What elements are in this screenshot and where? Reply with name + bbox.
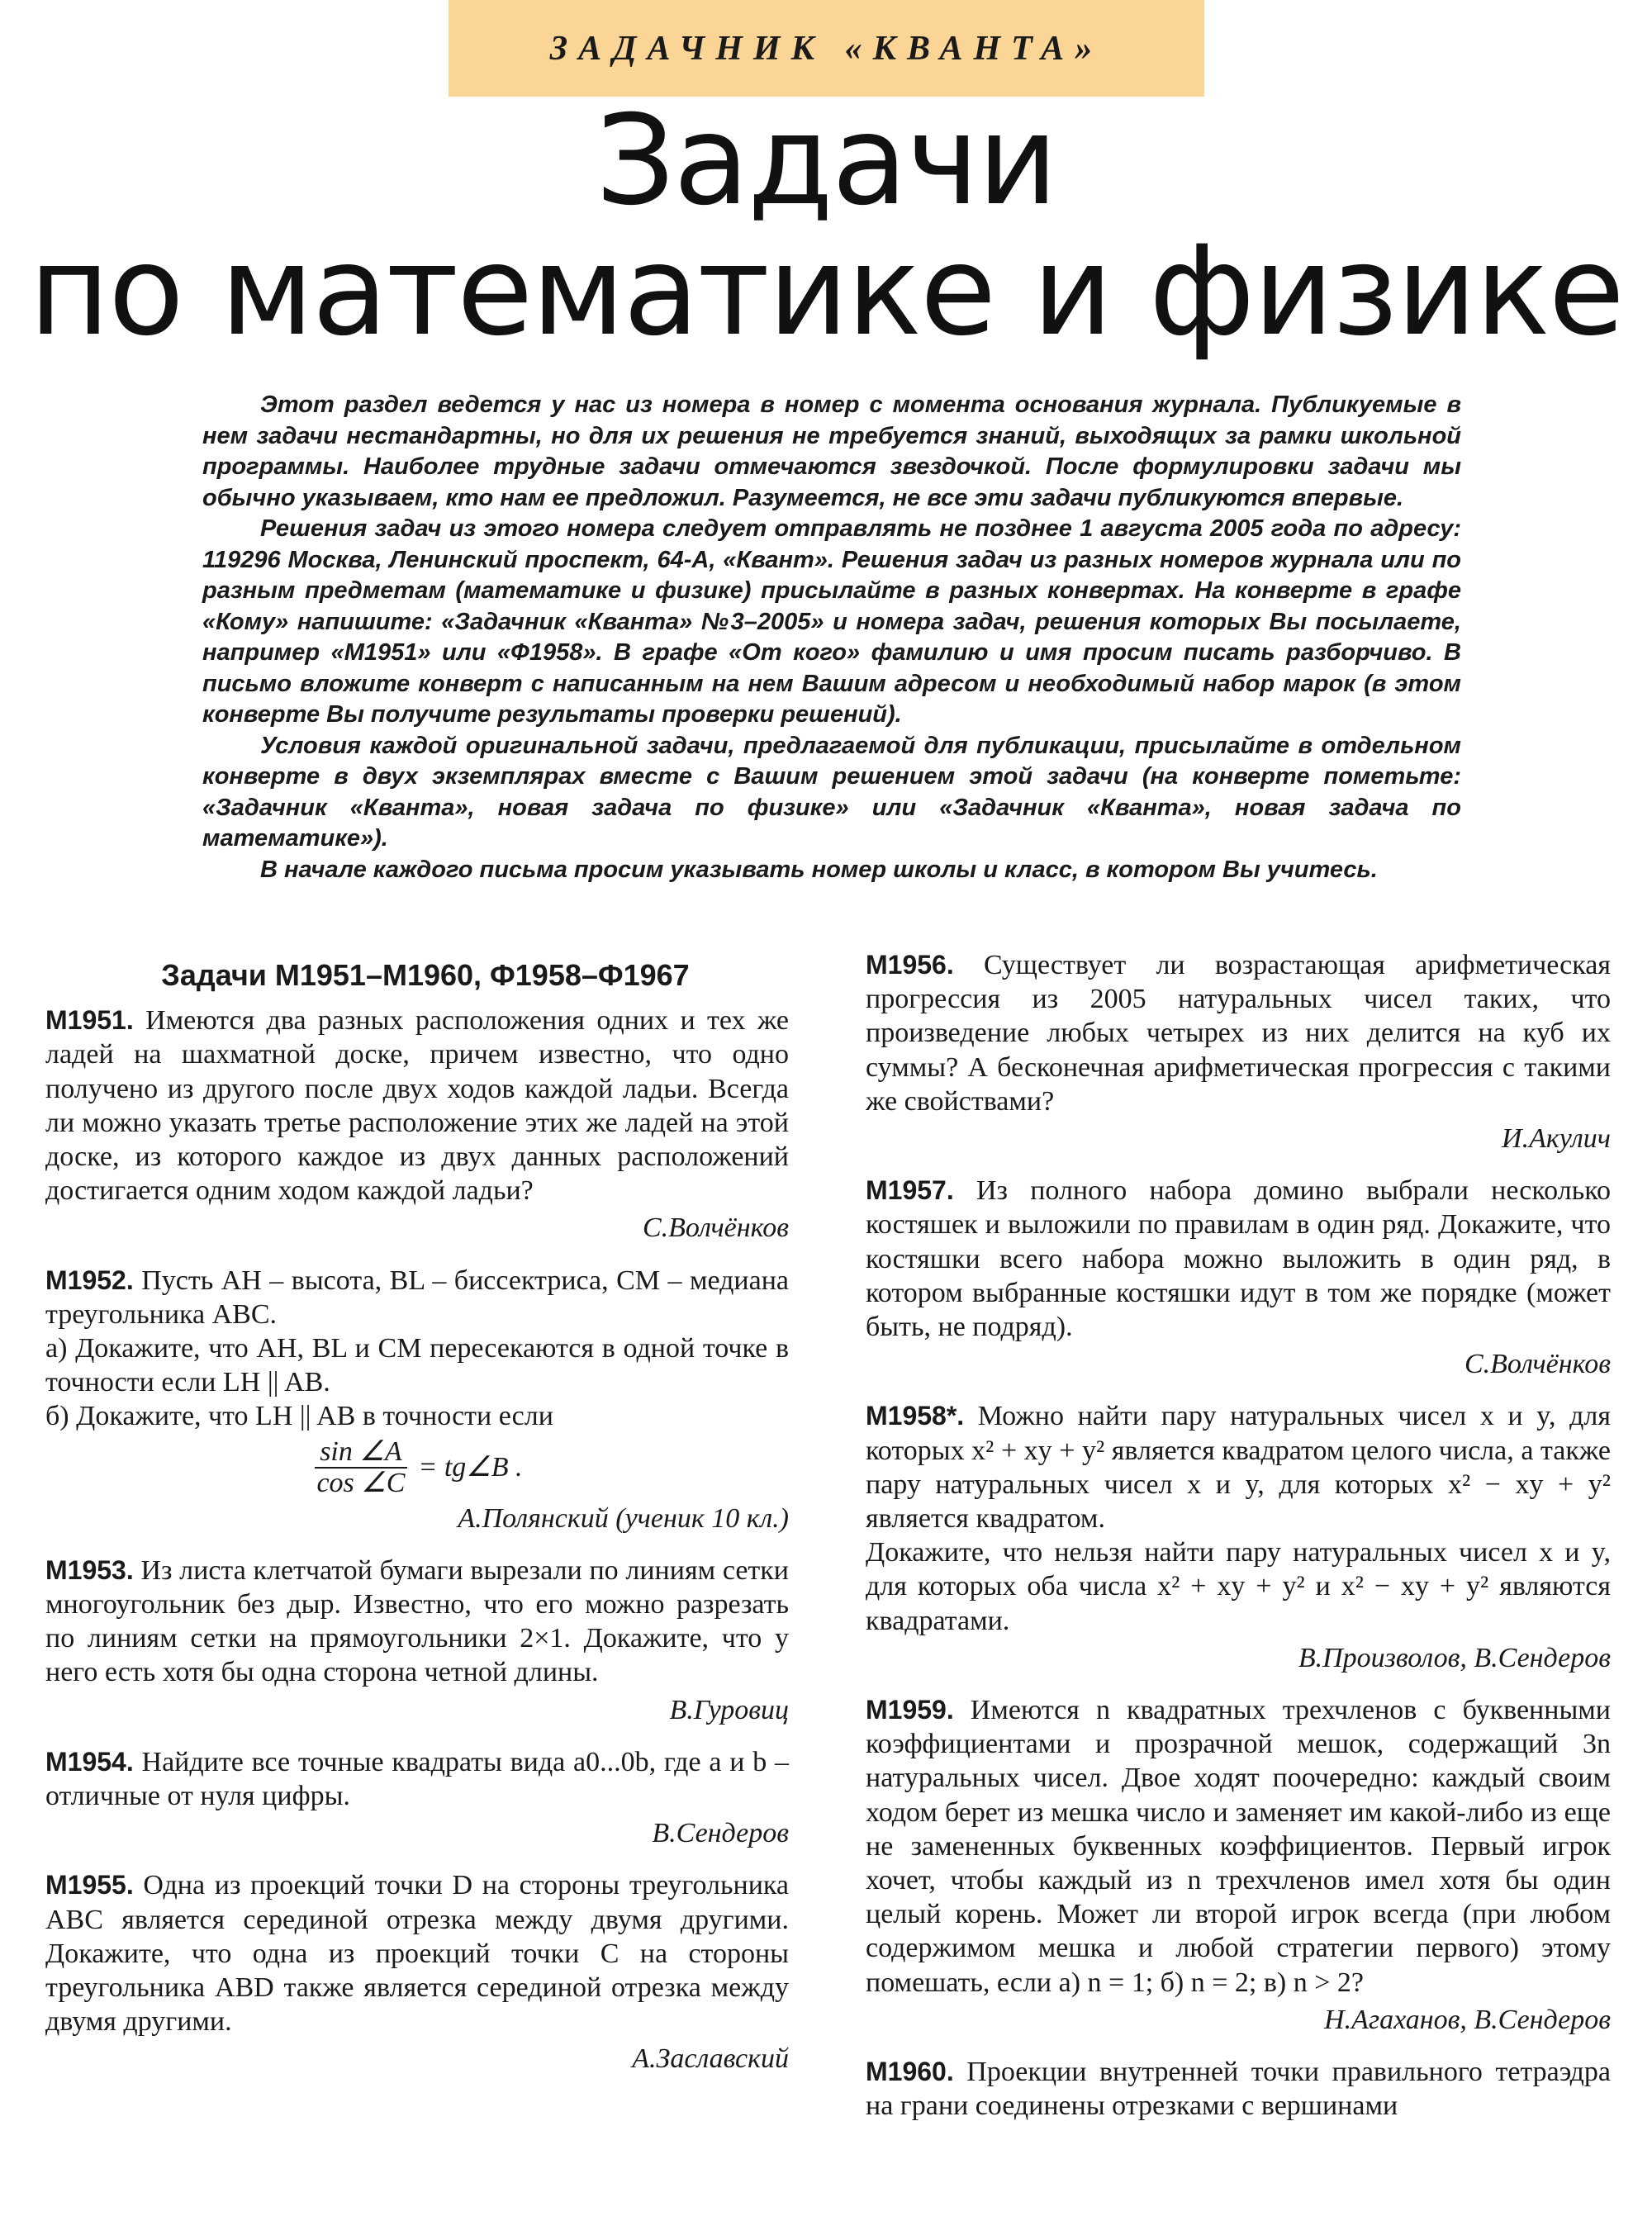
problem-text: Одна из проекций точки D на стороны треугольника ABC является серединой отрезка между двумя другими. Докажите, что одна из проекций точки C на стороны треугольника ABD также является серединой отрезка между двумя другими. bbox=[45, 1870, 789, 2038]
problem-m1957 bbox=[866, 1174, 1611, 1381]
banner-label: ЗАДАЧНИК «КВАНТА» bbox=[549, 29, 1104, 68]
problem-part-b: б) Докажите, что LH || AB в точности если bbox=[45, 1401, 553, 1432]
problem-text-continued: Докажите, что нельзя найти пару натуральных чисел x и y, для которых оба числа x² + xy + y² и x² − xy + y² являются квадратами. bbox=[866, 1537, 1611, 1636]
formula bbox=[45, 1437, 789, 1498]
fraction-denominator: cos ∠C bbox=[316, 1467, 406, 1498]
formula-rhs: = tg∠B . bbox=[418, 1452, 523, 1483]
problem-text: Можно найти пару натуральных чисел x и y, для которых x² + xy + y² является квадратом целого числа, а также пару натуральных чисел x и y, для которых x² − xy + y² является квадратом. bbox=[866, 1401, 1611, 1535]
problem-author: И.Акулич bbox=[1502, 1123, 1611, 1155]
problem-author: В.Гуровиц bbox=[669, 1694, 789, 1725]
problem-author: А.Полянский (ученик 10 кл.) bbox=[458, 1502, 789, 1534]
problem-id: М1954. bbox=[45, 1746, 134, 1777]
problem-author: Н.Агаханов, В.Сендеров bbox=[1324, 2004, 1611, 2035]
problem-id: М1952. bbox=[45, 1265, 134, 1295]
section-banner bbox=[449, 0, 1204, 97]
page-title-line1: Задачи bbox=[596, 89, 1056, 233]
problem-id: М1957. bbox=[866, 1175, 954, 1206]
problem-author: А.Заславский bbox=[632, 2043, 789, 2075]
problem-text: Проекции внутренней точки правильного тетраэдра на грани соединены отрезками с вершинами bbox=[866, 2057, 1611, 2122]
problem-text: Имеются n квадратных трехчленов с буквенными коэффициентами и прозрачной мешок, содержащий 3n натуральных чисел. Двое ходят поочередно: каждый своим ходом берет из мешка число и заменяет им какой-либо из еще не замененных буквенных коэффициентов. Первый игрок хочет, чтобы каждый из n трехчленов имел хотя бы один целый корень. Может ли второй игрок всегда (при любом содержимом мешка и любой стратегии первого) этому помешать, если а) n = 1; б) n = 2; в) n > 2? bbox=[866, 1695, 1611, 1998]
problem-m1960 bbox=[866, 2055, 1611, 2123]
problem-m1958 bbox=[866, 1399, 1611, 1675]
problem-text: Существует ли возрастающая арифметическая прогрессия из 2005 натуральных чисел таких, что произведение любых четырех из них делится на куб их суммы? А бесконечная арифметическая прогрессия с такими же свойствами? bbox=[866, 950, 1611, 1117]
problem-id: М1951. bbox=[45, 1005, 134, 1036]
problem-id: М1960. bbox=[866, 2057, 954, 2087]
left-column bbox=[45, 948, 789, 2095]
problem-m1951 bbox=[45, 1004, 789, 1245]
problem-id: М1953. bbox=[45, 1554, 134, 1585]
problem-part-a: а) Докажите, что AH, BL и CM пересекаются в одной точке в точности если LH || AB. bbox=[45, 1333, 789, 1398]
problem-m1959 bbox=[866, 1693, 1611, 2037]
problem-id: М1959. bbox=[866, 1695, 954, 1725]
problem-id: М1958*. bbox=[866, 1401, 965, 1431]
problem-author: В.Произволов, В.Сендеров bbox=[1298, 1642, 1611, 1673]
problem-author: В.Сендеров bbox=[652, 1818, 789, 1849]
fraction bbox=[311, 1437, 410, 1498]
problem-author: С.Волчёнков bbox=[1464, 1349, 1611, 1380]
intro-paragraph: Решения задач из этого номера следует отправлять не позднее 1 августа 2005 года по адресу: 119296 Москва, Ленинский проспект, 64-А, «Квант». Решения задач из разных номеров журнала или по разным предметам (математике и физике) присылайте в разных конвертах. На конверте в графе «Кому» напишите: «Задачник «Кванта» №3–2005» и номера задач, решения которых Вы посылаете, например «М1951» или «Ф1958». В графе «От кого» фамилию и имя просим писать разборчиво. В письмо вложите конверт с написанным на нем Вашим адресом и необходимый набор марок (в этом конверте Вы получите результаты проверки решений). bbox=[202, 515, 1461, 728]
problem-author: С.Волчёнков bbox=[642, 1212, 789, 1244]
problem-m1956 bbox=[866, 948, 1611, 1155]
problem-id: М1956. bbox=[866, 950, 954, 980]
problem-m1954 bbox=[45, 1745, 789, 1851]
problem-text: Из листа клетчатой бумаги вырезали по линиям сетки многоугольник без дыр. Известно, что его можно разрезать по линиям сетки на прямоугольники 2×1. Докажите, что у него есть хотя бы одна сторона четной длины. bbox=[45, 1554, 789, 1688]
problem-m1953 bbox=[45, 1554, 789, 1727]
section-heading: Задачи М1951–М1960, Ф1958–Ф1967 bbox=[161, 958, 690, 992]
intro-paragraph: Этот раздел ведется у нас из номера в номер с момента основания журнала. Публикуемые в нем задачи нестандартны, но для их решения не требуется знаний, выходящих за рамки школьной программы. Наиболее трудные задачи отмечаются звездочкой. После формулировки задачи мы обычно указываем, кто нам ее предложил. Разумеется, не все эти задачи публикуются впервые. bbox=[202, 391, 1461, 511]
problem-text: Имеются два разных расположения одних и тех же ладей на шахматной доске, причем известно, что одно получено из другого после двух ходов каждой ладьи. Всегда ли можно указать третье расположение этих же ладей на этой доске, из которого каждое из двух данных расположений достигается одним ходом каждой ладьи? bbox=[45, 1005, 789, 1207]
problem-text: Из полного набора домино выбрали несколько костяшек и выложили по правилам в один ряд. Докажите, что костяшки всего набора можно выложить в один ряд, в котором выбранные костяшки идут в том же порядке (может быть, не подряд). bbox=[866, 1175, 1611, 1343]
fraction-numerator: sin ∠A bbox=[315, 1437, 406, 1469]
right-column bbox=[866, 948, 1611, 2142]
problem-text: Пусть AH – высота, BL – биссектриса, CM – медиана треугольника ABC. bbox=[45, 1265, 789, 1330]
intro-paragraph: Условия каждой оригинальной задачи, предлагаемой для публикации, присылайте в отдельном конверте в двух экземплярах вместе с Вашим решением этой задачи (на конверте пометьте: «Задачник «Кванта», новая задача по физике» или «Задачник «Кванта», новая задача по математике»). bbox=[202, 732, 1461, 852]
intro-paragraph: В начале каждого письма просим указывать номер школы и класс, в котором Вы учитесь. bbox=[260, 856, 1378, 883]
problem-text: Найдите все точные квадраты вида a0...0b, где a и b – отличные от нуля цифры. bbox=[45, 1746, 790, 1812]
problem-id: М1955. bbox=[45, 1870, 134, 1900]
intro-text bbox=[202, 390, 1461, 885]
problem-m1952 bbox=[45, 1264, 789, 1535]
problem-m1955 bbox=[45, 1868, 789, 2076]
page-title-line2: по математике и физике bbox=[29, 220, 1623, 363]
